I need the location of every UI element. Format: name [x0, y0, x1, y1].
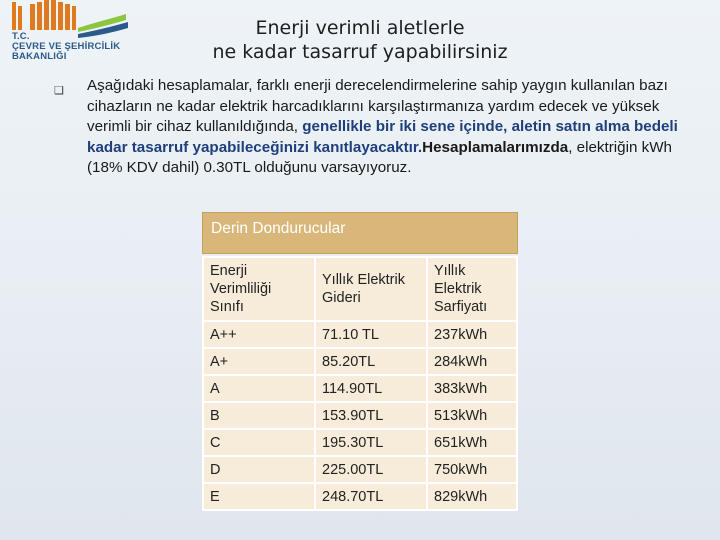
cell-class: C: [203, 429, 315, 456]
cell-consumption: 513kWh: [427, 402, 517, 429]
cell-cost: 71.10 TL: [315, 321, 427, 348]
title-line-1: Enerji verimli aletlerle: [255, 17, 465, 39]
table-row: [203, 483, 517, 510]
cell-consumption: 284kWh: [427, 348, 517, 375]
cell-cost: 114.90TL: [315, 375, 427, 402]
table-row: [203, 321, 517, 348]
page-title: [150, 16, 570, 64]
cell-class: D: [203, 456, 315, 483]
paragraph-bold: Hesaplamalarımızda: [422, 138, 569, 156]
paragraph-part-1: Aşağıdaki hesaplamalar, farklı enerji derecelendirmelerine sahip yaygın kullanılan bazı cihazların ne kadar elektrik harcadıklarını karşılaştırmanıza yardım edecek ve yüksek verimli bir cihaz kullanıldığında,: [87, 77, 668, 135]
table-title: Derin Dondurucular: [202, 212, 518, 254]
table-row: [203, 456, 517, 483]
table-row: [203, 402, 517, 429]
paragraph-part-2: , elektriğin kWh (18% KDV dahil) 0.30TL olduğunu varsayıyoruz.: [87, 138, 673, 176]
cell-cost: 153.90TL: [315, 402, 427, 429]
intro-paragraph: [87, 76, 687, 179]
logo-line-2: ÇEVRE VE ŞEHİRCİLİK: [12, 41, 121, 52]
title-line-2: ne kadar tasarruf yapabilirsiniz: [212, 41, 508, 63]
table-header-row: [203, 257, 517, 321]
freezer-table: [202, 212, 518, 511]
cell-class: B: [203, 402, 315, 429]
cell-cost: 248.70TL: [315, 483, 427, 510]
cell-cost: 85.20TL: [315, 348, 427, 375]
header-cell-class: Enerji Verimliliği Sınıfı: [203, 257, 315, 321]
logo-text: [12, 32, 120, 62]
cell-cost: 225.00TL: [315, 456, 427, 483]
cell-consumption: 750kWh: [427, 456, 517, 483]
cell-consumption: 651kWh: [427, 429, 517, 456]
cell-consumption: 829kWh: [427, 483, 517, 510]
cell-class: A: [203, 375, 315, 402]
data-table: [202, 256, 518, 511]
paragraph-highlight: genellikle bir iki sene içinde, aletin satın alma bedeli kadar tasarruf yapabileceğinizi kanıtlayacaktır.: [87, 118, 678, 156]
cell-consumption: 237kWh: [427, 321, 517, 348]
table-row: [203, 375, 517, 402]
cell-class: E: [203, 483, 315, 510]
table-row: [203, 348, 517, 375]
cell-class: A++: [203, 321, 315, 348]
bullet-icon: ❑: [54, 85, 64, 97]
logo-line-3: BAKANLIĞI: [12, 51, 67, 62]
cell-cost: 195.30TL: [315, 429, 427, 456]
table-row: [203, 429, 517, 456]
cell-class: A+: [203, 348, 315, 375]
ministry-logo: [6, 0, 130, 72]
cell-consumption: 383kWh: [427, 375, 517, 402]
header-cell-consumption: Yıllık Elektrik Sarfiyatı: [427, 257, 517, 321]
logo-line-1: T.C.: [12, 31, 30, 42]
header-cell-cost: Yıllık Elektrik Gideri: [315, 257, 427, 321]
